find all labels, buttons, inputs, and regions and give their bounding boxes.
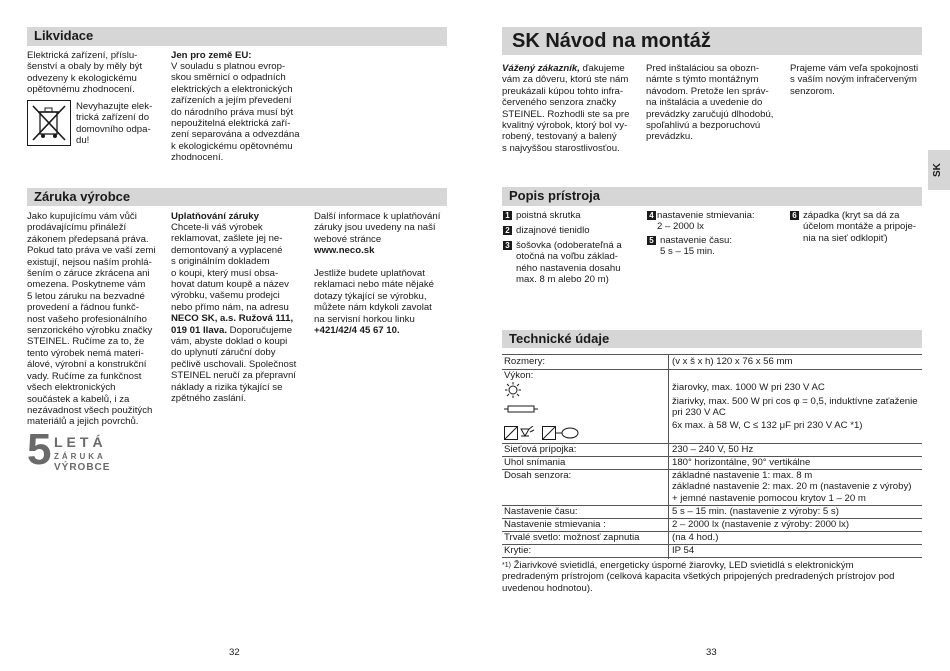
part-label-5: nastavenie času: 5 s – 15 min.: [660, 235, 732, 258]
more-info-text: [314, 211, 454, 336]
page-title: SK Návod na montáž: [502, 27, 922, 55]
part-number-2: 2: [503, 226, 512, 235]
uplatnovani-text-a: Chcete-li váš výrobek reklamovat, zašlete jej ne- demontovaný a vyplacené s originálním dokladem o koupi, který musí obsa- hovat datum koupě a název výrobku, vašemu prodejci nebo přímo nám, na adresu: [171, 222, 289, 313]
part-number-5: 5: [647, 236, 656, 245]
address: NECO SK, a.s. Ružová 111, 019 01 Ilava.: [171, 313, 294, 336]
footnote-text: Žiarivkové svietidlá, energeticky úsporné žiarovky, LED svietidlá s elektronickým predradeným prístrojom (celková kapacita všetkých pripojených predradených prístrojov pod uvedenou hodnotou).: [502, 560, 895, 594]
warranty-logo-line3: VÝROBCE: [54, 462, 111, 473]
part-label-4: nastavenie stmievania: 2 – 2000 lx: [657, 210, 755, 233]
uplatnovani-heading: Uplatňování záruky: [171, 211, 259, 222]
page-number-left: 32: [229, 647, 240, 658]
uplatnovani-text-b: Doporučujeme vám, abyste doklad o koupi do uplynutí záruční doby pečlivě uschovali. Společnost STEINEL neručí za přepravní náklady a rizika týkající se zpětného zaslání.: [171, 324, 297, 405]
part-label-6: západka (kryt sa dá za účelom montáže a pripoje- nia na sieť odklopiť): [803, 210, 917, 244]
table-row-vykon: [502, 370, 922, 444]
fluorescent-tube-icon: [504, 404, 538, 417]
row-value: 2 – 2000 lx (nastavenie z výroby: 2000 lx): [672, 519, 850, 530]
row-value: IP 54: [672, 545, 695, 556]
row-label: Rozmery:: [504, 356, 546, 367]
table-row-dosah: [502, 470, 922, 506]
part-label-3: šošovka (odoberateľná a otočná na voľbu základ- ného nastavenia dosahu max. 8 m alebo 20 m): [516, 240, 622, 286]
more-info-a: Další informace k uplatňování záruky jsou uvedeny na naší webové stránce: [314, 211, 441, 245]
eu-heading: Jen pro země EU:: [171, 50, 252, 61]
row-value: (na 4 hod.): [672, 532, 719, 543]
part-number-1: 1: [503, 211, 512, 220]
uplatnovani-text: [171, 222, 311, 405]
row-value: 5 s – 15 min. (nastavenie z výroby: 5 s): [672, 506, 839, 517]
crossed-bin-icon: [27, 100, 71, 146]
row-value: žiarovky, max. 1000 W pri 230 V AC: [672, 382, 825, 393]
row-value: žiarivky, max. 500 W pri cos φ = 0,5, induktívne zaťaženie pri 230 V AC: [672, 396, 918, 419]
row-label: Trvalé svetlo: možnosť zapnutia: [504, 532, 640, 543]
section-header-zaruka: Záruka výrobce: [27, 188, 447, 206]
intro-col2: Pred inštaláciou sa obozn- námte s týmto montážnym návodom. Pretože len správ- na inštalácia a uvedenie do prevádzky zaručujú dlhodobú, spoľahlivú a bezporuchovú prevádzku.: [646, 63, 774, 143]
language-tab[interactable]: [928, 150, 950, 190]
row-value: (v x š x h) 120 x 76 x 56 mm: [672, 356, 793, 367]
hotline-phone: +421/42/4 45 67 10.: [314, 325, 400, 337]
row-value: 180° horizontálne, 90° vertikálne: [672, 457, 811, 468]
table-row-rozmery: [502, 356, 922, 370]
part-number-6: 6: [790, 211, 799, 220]
zaruka-text: Jako kupujícímu vám vůči prodávajícímu přináleží zákonem předepsaná práva. Pokud tato práva ve vaší zemi existují, nejsou naším prohlá- šením o záruce zkrácena ani omezena. Poskytneme vám 5 letou záruku na bezvadné provedení a řádnou funkč- nost vašeho profesionálního senzorického výrobku značky STEINEL. Ručíme za to, že tento výrobek nemá materi- álové, výrobní a konstrukční vady. Ručíme za funkčnost všech elektronických součástek a kabelů, i za nezávadnost všech použitých materiálů a jejich povrchů.: [27, 211, 156, 428]
row-label: Dosah senzora:: [504, 470, 572, 481]
page-number-right: 33: [706, 647, 717, 658]
table-row-cas: [502, 506, 922, 519]
row-label: Uhol snímania: [504, 457, 566, 468]
intro-col1-text: ďakujeme vám za dôveru, ktorú ste nám preukázali kúpou tohto infra- červeného senzora značky STEINEL. Rozhodli ste sa pre kvalitný výrobok, ktorý bol vy- robený, testovaný a balený s najvyššou starostlivosťou.: [502, 63, 630, 154]
led-ballast-icon: [504, 426, 588, 443]
row-value: 230 – 240 V, 50 Hz: [672, 444, 754, 455]
footnote: [502, 560, 922, 594]
row-label: Krytie:: [504, 545, 532, 556]
section-header-likvidace: Likvidace: [27, 27, 447, 46]
intro-col1: [502, 63, 642, 154]
part-number-4: 4: [647, 211, 656, 220]
warranty-logo-number: 5: [27, 425, 52, 474]
table-row-pripojka: [502, 444, 922, 457]
table-top-rule: [502, 354, 922, 355]
row-label: Výkon:: [504, 370, 534, 381]
section-header-tech: Technické údaje: [502, 330, 922, 348]
incandescent-bulb-icon: [504, 382, 522, 401]
table-row-krytie: [502, 545, 922, 558]
table-row-uhol: [502, 457, 922, 470]
warranty-logo-word: LETÁ: [54, 434, 107, 450]
part-label-2: dizajnové tienidlo: [516, 225, 590, 236]
row-label: Nastavenie stmievania :: [504, 519, 606, 530]
eu-text: V souladu s platnou evrop- skou směrnicí o odpadních elektrických a elektronických zařízeních a jejím převedení do národního práva musí být nepoužitelná elektrická zaří- zení separována a odvezdána k ekologickému opětovnému zhodnocení.: [171, 61, 300, 164]
likvidace-text: Elektrická zařízení, příslu- šenství a obaly by měly být odvezeny k ekologickému opětovnému zhodnocení.: [27, 50, 143, 96]
warranty-logo: [27, 425, 117, 476]
intro-col3: Prajeme vám veľa spokojnosti s vaším novým infračerveným senzorom.: [790, 63, 919, 97]
row-value: základné nastavenie 1: max. 8 m základné nastavenie 2: max. 20 m (nastavenie z výroby) + jemné nastavenie pomocou krytov 1 – 20 m: [672, 470, 912, 504]
part-label-1: poistná skrutka: [516, 210, 581, 221]
row-label: Nastavenie času:: [504, 506, 578, 517]
table-row-stmievanie: [502, 519, 922, 532]
row-label: Sieťová prípojka:: [504, 444, 577, 455]
row-value: 6x max. à 58 W, C ≤ 132 μF pri 230 V AC *1): [672, 420, 863, 431]
hotline-text: Jestliže budete uplatňovat reklamaci nebo máte nějaké dotazy týkající se výrobku, můžete nám kdykoli zavolat na servisní horkou linku: [314, 268, 434, 325]
section-header-popis: Popis prístroja: [502, 187, 922, 206]
language-tab-label: SK: [932, 163, 943, 177]
table-row-svetlo: [502, 532, 922, 545]
part-number-3: 3: [503, 241, 512, 250]
intro-greeting: Vážený zákazník,: [502, 63, 580, 74]
warranty-logo-line2: ZÁRUKA: [54, 452, 106, 461]
footnote-mark: *1): [502, 562, 511, 569]
bin-icon-caption: Nevyhazujte elek- trická zařízení do domovního odpa- du!: [76, 101, 153, 147]
website-link[interactable]: www.neco.sk: [314, 245, 375, 257]
